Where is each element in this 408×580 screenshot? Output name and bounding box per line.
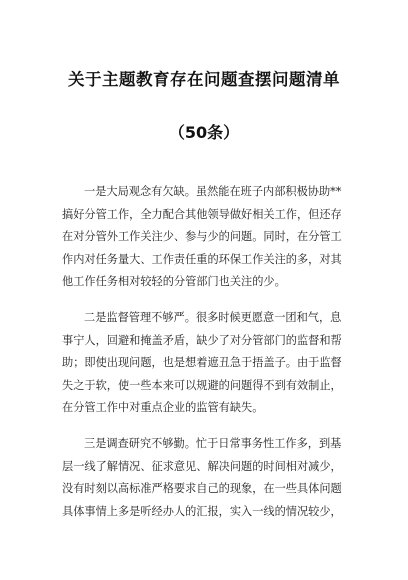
paragraph-line: 事宁人，回避和掩盖矛盾，缺少了对分管部门的监督和帮 — [62, 333, 342, 347]
paragraph-line: 作内对任务量大、工作责任重的环保工作关注的多，对其 — [62, 252, 342, 266]
paragraph-3 — [62, 433, 352, 523]
paragraph-line: 失之于软，使一些本来可以规避的问题得不到有效制止， — [62, 378, 342, 392]
paragraph-line: 在分管工作中对重点企业的监管有缺失。 — [62, 401, 264, 414]
document-subtitle: （50条） — [168, 123, 240, 142]
paragraph-line: 三是调查研究不够勤。忙于日常事务性工作多，到基 — [84, 437, 342, 450]
paragraph-2 — [62, 307, 352, 420]
paragraph-line: 他工作任务相对较轻的分管部门也关注的少。 — [62, 275, 286, 288]
paragraph-line: 具体事情上多是听经办人的汇报，实入一线的情况较少， — [62, 504, 342, 518]
paragraph-line: 搞好分管工作，全力配合其他领导做好相关工作，但还存 — [62, 207, 342, 221]
paragraph-line: 助；即使出现问题，也是想着遮丑急于捂盖子。由于监督 — [62, 356, 342, 369]
document-title: 关于主题教育存在问题查摆问题清单 — [68, 70, 340, 89]
paragraph-line: 层一线了解情况、征求意见、解决问题的时间相对减少， — [62, 459, 342, 473]
paragraph-1 — [62, 181, 352, 294]
paragraph-line: 二是监督管理不够严。很多时候更愿意一团和气，息 — [84, 311, 342, 324]
paragraph-line: 没有时刻以高标准严格要求自己的现象，在一些具体问题 — [62, 482, 342, 495]
paragraph-line: 一是大局观念有欠缺。虽然能在班子内部积极协助** — [84, 185, 342, 198]
paragraph-line: 在对分管外工作关注少、参与少的问题。同时，在分管工 — [62, 230, 342, 243]
